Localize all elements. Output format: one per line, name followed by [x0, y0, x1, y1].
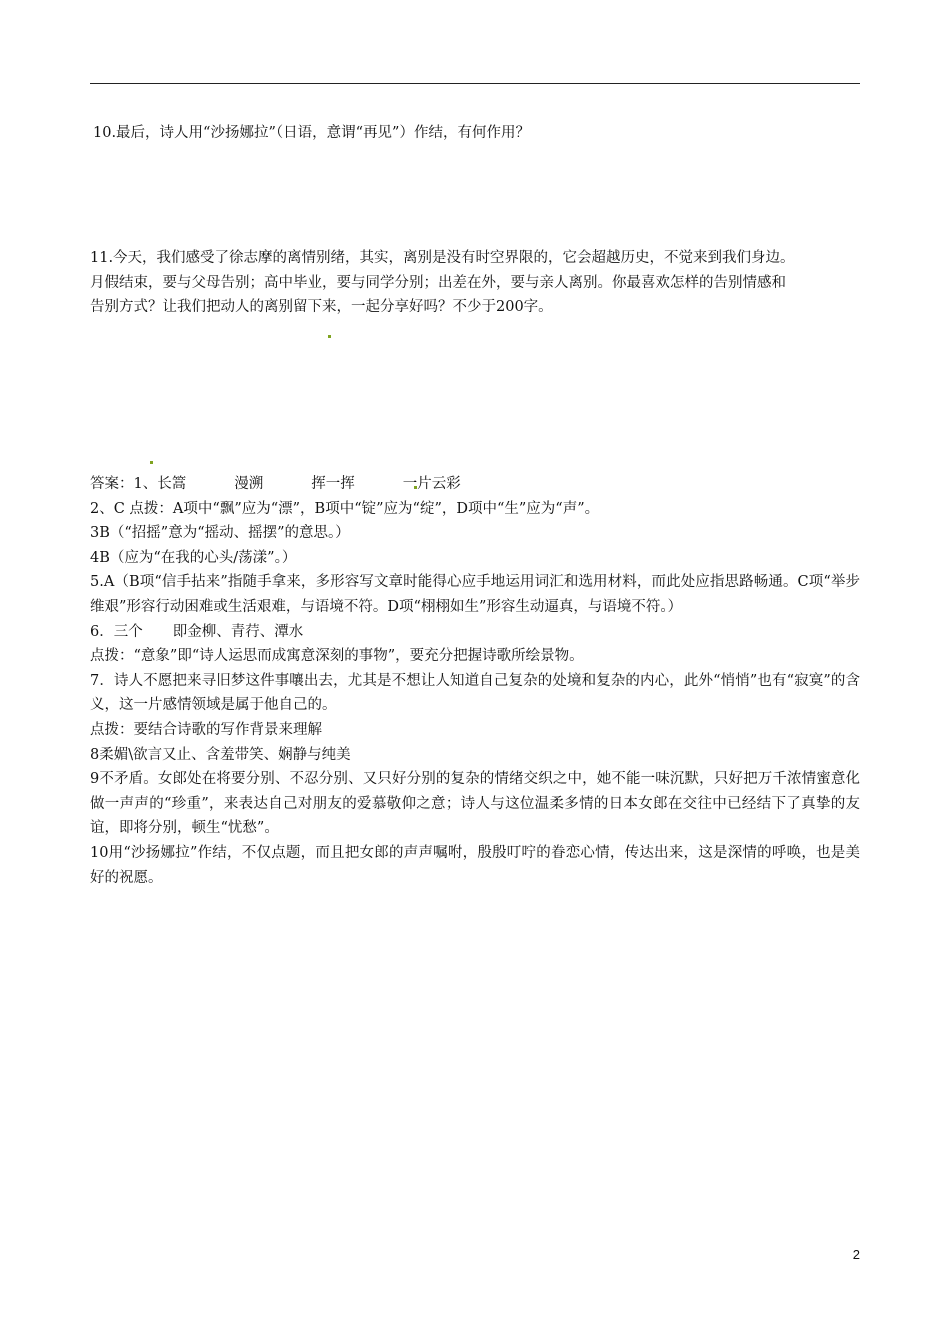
answer-4: 4B（应为“在我的心头/荡漾”。）: [90, 549, 297, 566]
answer-1-item: 挥一挥: [311, 476, 355, 492]
answer-2: 2、C 点拨：A项中“飘”应为“漂”，B项中“锭”应为“绽”，D项中“生”应为“声”。: [90, 500, 600, 517]
answer-6-detail: 即金柳、青荇、潭水: [172, 623, 304, 640]
answer-7-hint: 点拨：要结合诗歌的写作背景来理解: [90, 721, 322, 738]
question-11-line: 告别方式？让我们把动人的离别留下来，一起分享好吗？不少于200字。: [90, 299, 553, 315]
answer-8: 8柔媚\欲言又止、含羞带笑、娴静与纯美: [90, 746, 351, 763]
answer-1: [90, 472, 860, 497]
answer-1-item: 一片云彩: [402, 476, 461, 492]
answer-6: [90, 620, 860, 645]
speck-mark: [150, 461, 153, 464]
question-10-text: 10.最后，诗人用“沙扬娜拉”（日语，意谓“再见”）作结，有何作用？: [93, 125, 530, 141]
answer-3: 3B（“招摇”意为“摇动、摇摆”的意思。）: [90, 525, 350, 542]
question-10: [93, 121, 863, 145]
answer-1-prefix: 答案：1、长篙: [90, 476, 187, 492]
answer-1-item: 漫溯: [234, 476, 264, 492]
answer-6-main: 6．三个: [90, 623, 143, 640]
answer-5: 5.A（B项“信手拈来”指随手拿来，多形容写文章时能得心应手地运用词汇和选用材料，而此处应指思路畅通。C项“举步维艰”形容行动困难或生活艰难，与语境不符。D项“栩栩如生”形容生动逼真，与语境不符。）: [90, 574, 860, 615]
question-11-line: 11.今天，我们感受了徐志摩的离情别绪，其实，离别是没有时空界限的，它会超越历史，不觉来到我们身边。: [90, 250, 795, 266]
question-11-line: 月假结束，要与父母告别；高中毕业，要与同学分别；出差在外，要与亲人离别。你最喜欢怎样的告别情感和: [90, 274, 786, 291]
answer-6-hint: 点拨：“意象”即“诗人运思而成寓意深刻的事物”，要充分把握诗歌所绘景物。: [90, 648, 584, 665]
answer-7: 7．诗人不愿把来寻旧梦这件事嚷出去，尤其是不想让人知道自己复杂的处境和复杂的内心，此外“悄悄”也有“寂寞”的含义，这一片感情领域是属于他自己的。: [90, 672, 860, 714]
answer-section: [90, 472, 860, 890]
answer-10: 10用“沙扬娜拉”作结，不仅点题，而且把女郎的声声嘱咐，殷殷叮咛的眷恋心情，传达出来，这是深情的呼唤，也是美好的祝愿。: [90, 844, 860, 886]
answer-9: 9不矛盾。女郎处在将要分别、不忍分别、又只好分别的复杂的情绪交织之中，她不能一味沉默，只好把万千浓情蜜意化做一声声的“珍重”，来表达自己对朋友的爱慕敬仰之意；诗人与这位温柔多情的日本女郎在交往中已经结下了真挚的友谊，即将分别，顿生“忧愁”。: [90, 771, 860, 837]
page-number: 2: [852, 1247, 860, 1262]
header-rule: [90, 83, 860, 84]
speck-mark: [328, 335, 331, 338]
question-11: [90, 246, 860, 320]
